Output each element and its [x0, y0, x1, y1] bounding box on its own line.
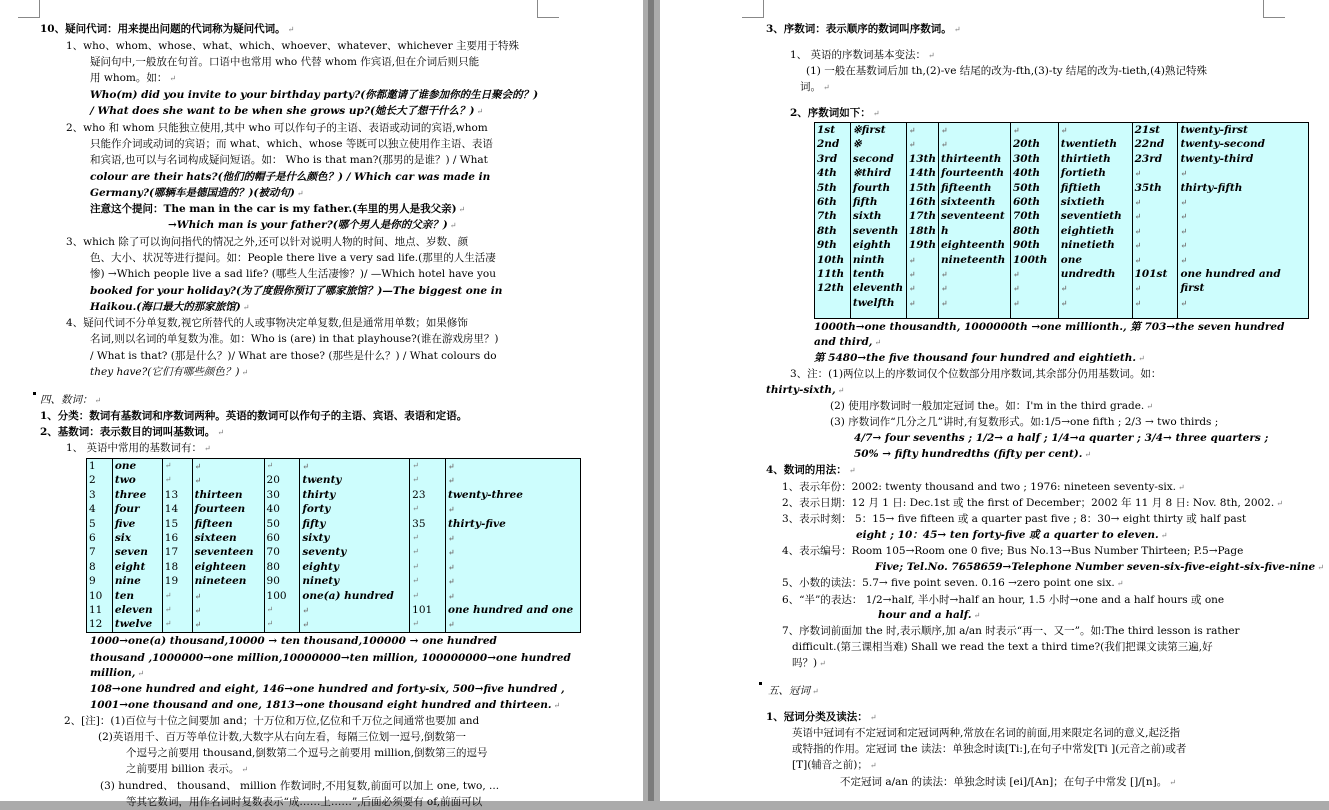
table-cell: ↵ [1060, 297, 1068, 308]
table-cell: 19th [908, 239, 937, 252]
table-cell: ↵ [194, 475, 202, 486]
usage-line: 3、表示时刻： 5：15→ five fifteen 或 a quarter past five ; 8：30→ eight thirty 或 half past [782, 513, 1247, 525]
col-number [410, 459, 446, 633]
table-cell: ↵ [908, 297, 916, 308]
note-line: thirty-sixth, ↵ [766, 384, 845, 396]
cardinal-number-table [86, 458, 581, 633]
para-line: 1、分类：数词有基数词和序数词两种。英语的数词可以作句子的主语、宾语、表语和定语。 [40, 410, 468, 422]
table-cell: 60 [266, 532, 280, 545]
table-cell: fiftieth [1060, 181, 1101, 194]
para-line: 英语中冠词有不定冠词和定冠词两种,常放在名词的前面,用来限定名词的意义,起泛指 [792, 727, 1181, 739]
table-cell: 11 [89, 604, 103, 617]
table-cell: ↵ [302, 605, 310, 616]
left-crop-mark [742, 0, 764, 18]
para-line: [T](辅音之前)； ↵ [792, 759, 877, 771]
subsection-title: 4、数词的用法： ↵ [766, 464, 856, 476]
table-cell: 90th [1012, 239, 1041, 252]
table-cell: eleventh [852, 282, 904, 295]
table-cell: 18 [164, 560, 179, 573]
col-number [815, 123, 851, 319]
table-cell: fourteenth [941, 167, 1005, 180]
col-word [850, 123, 906, 319]
table-cell: 5 [89, 517, 96, 530]
para-line: 或特指的作用。定冠词 the 读法：单独念时读[Ti:],在句子中常发[Ti ](元音之前)或者 [792, 743, 1187, 755]
col-number [87, 459, 113, 633]
table-cell: ※ [852, 138, 862, 151]
table-cell: 23rd [1134, 152, 1163, 165]
table-cell: nine [114, 575, 141, 588]
table-cell: 4 [89, 503, 96, 516]
table-cell: fifty [302, 517, 326, 530]
subsection-title: 1、冠词分类及读法： ↵ [766, 711, 877, 723]
table-cell: 14 [164, 503, 179, 516]
para-line: 惨) →Which people live a sad life? (哪些人生活凄惨？)/ —Which hotel have you [90, 268, 496, 280]
table-cell: seventh [852, 224, 899, 237]
table-cell: undredth [1060, 268, 1116, 281]
table-cell: one hundred and one [448, 604, 574, 617]
example-line: million, ↵ [90, 667, 145, 679]
table-cell: fifth [852, 196, 878, 209]
table-cell: ↵ [1134, 225, 1142, 236]
para-line: 1、 英语中常用的基数词有： ↵ [66, 442, 211, 454]
table-cell: ↵ [1060, 283, 1068, 294]
table-cell: 5th [817, 181, 837, 194]
example-line: →Which man is your father?(哪个男人是你的父亲？) ↵ [168, 219, 457, 231]
table-cell: ↵ [1134, 197, 1142, 208]
table-cell: 40 [266, 503, 280, 516]
table-cell: eleven [114, 604, 153, 617]
para-line: (1) 一般在基数词后加 th,(2)-ve 结尾的改为-fth,(3)-ty 结尾的改为-tieth,(4)熟记特殊 [806, 65, 1207, 77]
note-line: 注意这个提问：The man in the car is my father.(车里的男人是我父亲) ↵ [90, 203, 466, 215]
col-word [446, 459, 581, 633]
para-line: 用 whom。如： ↵ [90, 72, 177, 84]
table-cell: ↵ [1180, 254, 1188, 265]
table-cell: ↵ [1060, 125, 1068, 135]
example-line: 1000th→one thousandth, 1000000th →one millionth., 第 703→the seven hundred [814, 321, 1285, 333]
para-line: 2、who 和 whom 只能独立使用,其中 who 可以作句子的主语、表语或动词的宾语,whom [66, 122, 488, 134]
table-cell: tenth [852, 268, 885, 281]
table-cell: ↵ [1180, 225, 1188, 236]
table-cell: two [114, 474, 136, 487]
table-cell: ↵ [448, 590, 455, 601]
table-cell: fifteen [194, 517, 233, 530]
table-cell: twenty-third [1180, 152, 1254, 165]
table-cell: 35th [1134, 181, 1162, 194]
para-line: they have?(它们有哪些颜色？) ↵ [90, 366, 249, 378]
right-crop-mark [1263, 0, 1285, 18]
table-cell: ↵ [164, 475, 172, 485]
table-cell: ↵ [1134, 283, 1142, 294]
table-cell: thirtieth [1060, 152, 1111, 165]
table-cell: ↵ [266, 461, 274, 470]
table-cell: 90 [266, 575, 280, 588]
usage-line: difficult.(第三课相当难) Shall we read the text a third time?(我们把课文读第三遍,好 [792, 641, 1213, 653]
table-cell: ↵ [1134, 168, 1142, 179]
para-line: 名词,则以名词的单复数为准。如：Who is (are) in that playhouse?(谁在游戏房里？) [90, 333, 499, 345]
example-line: and third, ↵ [814, 336, 882, 348]
table-cell: ↵ [941, 297, 948, 308]
table-cell: h [941, 224, 949, 237]
table-cell: 101 [412, 604, 433, 617]
table-cell: 23 [412, 488, 426, 501]
table-cell: seventy [302, 546, 347, 559]
table-cell: ninth [852, 253, 885, 266]
table-cell: ↵ [194, 461, 202, 471]
table-cell: one [114, 460, 137, 472]
example-line: 第 5480→the five thousand four hundred and eightieth. ↵ [814, 352, 1145, 364]
table-cell: 80th [1012, 224, 1041, 237]
table-cell: 50th [1012, 181, 1041, 194]
col-word [1058, 123, 1132, 319]
table-cell: ↵ [412, 547, 419, 557]
para-line: 2、基数词：表示数目的词叫基数词。 ↵ [40, 426, 225, 438]
table-cell: ↵ [1134, 211, 1142, 222]
table-cell: sixteenth [941, 196, 996, 209]
table-cell: ↵ [908, 283, 916, 294]
table-cell: 3 [89, 488, 96, 501]
section-heading-articles: 五、冠词 ↵ [768, 685, 819, 697]
table-cell: twelve [114, 618, 153, 631]
example-line: thousand ,1000000→one million,10000000→ten million, 100000000→one hundred [90, 652, 571, 664]
table-cell: 18th [908, 224, 937, 237]
table-cell: second [852, 152, 894, 165]
table-cell: ↵ [302, 461, 310, 471]
right-page [660, 0, 1329, 801]
table-cell: 17th [908, 210, 937, 223]
table-cell: ↵ [448, 561, 455, 572]
table-cell: ※third [852, 167, 892, 180]
note-line: 等其它数词，用作名词时复数表示“成……上……”,后面必须要有 of,前面可以 [126, 796, 483, 808]
para-line: 3、which 除了可以询问指代的情况之外,还可以针对说明人物的时间、地点、岁数、颜 [66, 236, 469, 248]
table-cell: 20th [1012, 138, 1041, 151]
note-line: 3、注：(1)两位以上的序数词仅个位数部分用序数词,其余部分仍用基数词。如： [790, 368, 1162, 380]
col-word [192, 459, 264, 633]
para-line: 4、疑问代词不分单复数,视它所替代的人或事物决定单复数,但是通常用单数；如果修饰 [66, 317, 468, 329]
table-cell: ↵ [448, 533, 455, 544]
table-cell: 8th [817, 224, 837, 237]
bullet-mark [33, 392, 36, 395]
table-cell: 50 [266, 517, 280, 530]
table-cell: 16th [908, 196, 937, 209]
usage-line: 4、表示编号：Room 105→Room one 0 five; Bus No.13→Bus Number Thirteen; P.5→Page [782, 545, 1244, 557]
table-cell: 20 [266, 474, 280, 487]
table-cell: eighteen [194, 560, 247, 573]
example-line: 1001→one thousand and one, 1813→one thousand eight hundred and thirteen. ↵ [90, 699, 561, 711]
section-heading-numerals: 四、数词： ↵ [40, 394, 102, 406]
example-line: 1000→one(a) thousand,10000 → ten thousand,100000 → one hundred [90, 635, 497, 647]
table-cell: eight [114, 560, 146, 573]
table-cell: forty [302, 503, 331, 516]
table-cell: fortieth [1060, 167, 1106, 180]
table-cell: 101st [1134, 268, 1168, 281]
table-cell: twenty-first [1180, 124, 1248, 136]
example-line: 108→one hundred and eight, 146→one hundred and forty-six, 500→five hundred , [90, 683, 565, 695]
table-cell: one hundred and [1180, 268, 1281, 281]
col-word [300, 459, 410, 633]
example-line: colour are their hats?(他们的帽子是什么颜色？) / Which car was made in [90, 171, 491, 183]
table-cell: ↵ [448, 619, 455, 630]
table-cell: 16 [164, 532, 179, 545]
table-cell: 7 [89, 546, 96, 559]
left-crop-mark [18, 0, 40, 18]
table-cell: ↵ [908, 139, 916, 150]
table-cell: 2 [89, 474, 96, 487]
example-line: Germany?(哪辆车是德国造的？)(被动句) ↵ [90, 187, 304, 199]
para-line: 2、序数词如下： ↵ [790, 107, 880, 119]
table-cell: ↵ [1012, 125, 1020, 135]
table-cell: sixth [852, 210, 882, 223]
view-separator [648, 0, 654, 801]
col-word [1178, 123, 1309, 319]
table-cell: ↵ [412, 533, 419, 543]
para-line: 不定冠词 a/an 的读法：单独念时读 [ei]/[An]；在句子中常发 []/[n]。 ↵ [840, 776, 1176, 788]
table-cell: ↵ [194, 605, 202, 616]
note-line: 4/7→ four sevenths ; 1/2→ a half ; 1/4→a quarter ; 3/4→ three quarters ; [854, 432, 1269, 444]
table-cell: ↵ [448, 576, 455, 587]
usage-line: eight ; 10：45→ ten forty-five 或 a quarter to eleven. ↵ [856, 529, 1168, 541]
para-line: 和宾语,也可以与名词构成疑问短语。如： Who is that man?(那男的是谁？) / What [90, 154, 488, 166]
table-cell: ↵ [302, 619, 310, 630]
table-cell: ninety [302, 575, 340, 588]
table-cell: ↵ [908, 254, 916, 265]
table-cell: 6th [817, 196, 837, 209]
note-line: 50% → fifty hundredths (fifty per cent). ↵ [854, 448, 1092, 460]
table-cell: one(a) hundred [302, 589, 394, 602]
note-line: (2)英语用千、百万等单位计数,大数字从右向左看，每隔三位划一逗号,倒数第一 [98, 731, 467, 743]
col-word [112, 459, 162, 633]
table-cell: ↵ [164, 619, 172, 629]
table-cell: 13th [908, 152, 937, 165]
section-title-interrogative-pronoun: 10、疑问代词：用来提出问题的代词称为疑问代词。 ↵ [40, 23, 295, 35]
usage-line: 6、“半”的表达： 1/2→half, 半小时→half an hour, 1.5 小时→one and a half hours 或 one [782, 594, 1225, 606]
table-cell: twenty [302, 474, 342, 487]
note-line: (2) 使用序数词时一般加定冠词 the。如：I'm in the third grade. ↵ [830, 400, 1153, 412]
table-cell: ten [114, 589, 135, 602]
table-cell: seventieth [1060, 210, 1122, 223]
table-cell: ↵ [194, 619, 202, 630]
table-cell: twenty-second [1180, 138, 1265, 151]
table-cell: sixtieth [1060, 196, 1105, 209]
table-cell: ↵ [448, 475, 455, 486]
para-line: 1、who、whom、whose、what、which、whoever、whatever、whichever 主要用于特殊 [66, 40, 519, 52]
table-cell: ↵ [1134, 254, 1142, 265]
col-word [939, 123, 1011, 319]
ordinal-number-table [814, 122, 1309, 319]
table-cell: ↵ [164, 461, 172, 470]
note-line: (3) 序数词作“几分之几”讲时,有复数形式。如:1/5→one fifth ; 2/3 → two thirds ; [830, 416, 1219, 428]
table-cell: seventeen [194, 546, 254, 559]
table-cell: eighteenth [941, 239, 1005, 252]
col-number [1132, 123, 1178, 319]
table-cell: 15 [164, 517, 179, 530]
table-cell: 15th [908, 181, 937, 194]
table-cell: eighty [302, 560, 339, 573]
table-cell: 9th [817, 239, 837, 252]
para-line: 词。 ↵ [800, 81, 830, 93]
note-line: 个逗号之前要用 thousand,倒数第二个逗号之前要用 million,倒数第三的逗号 [126, 747, 488, 759]
para-line: 只能作介词或动词的宾语；而 what、which、whose 等既可以独立使用作主语、表语 [90, 138, 493, 150]
table-cell: ↵ [266, 619, 274, 629]
usage-line: hour and a half. ↵ [878, 609, 981, 621]
table-cell: ↵ [908, 269, 916, 280]
left-page [0, 0, 643, 808]
bullet-mark [759, 682, 762, 685]
table-cell: ↵ [412, 561, 419, 571]
para-line: 色、大小、状况等进行提问。如：People there live a very sad life.(那里的人生活凄 [90, 252, 496, 264]
table-cell: ↵ [194, 590, 202, 601]
table-cell: ↵ [1012, 297, 1020, 308]
para-line: 1、 英语的序数词基本变法： ↵ [790, 49, 935, 61]
note-line: (3) hundred、 thousand、 million 作数词时,不用复数,前面可以加上 one, two, ... [100, 780, 500, 792]
usage-line: Five; Tel.No. 7658659→Telephone Number seven-six-five-eight-six-five-nine ↵ [875, 561, 1324, 573]
table-cell: ↵ [908, 125, 916, 135]
usage-line: 2、表示日期：12 月 1 日: Dec.1st 或 the first of December；2002 年 11 月 8 日: Nov. 8th, 2002. ↵ [782, 497, 1283, 509]
table-cell: 13 [164, 488, 179, 501]
table-cell: 1 [89, 460, 96, 472]
col-number [162, 459, 192, 633]
table-cell: 3rd [817, 152, 838, 165]
table-cell: thirty [302, 488, 336, 501]
table-cell: 60th [1012, 196, 1041, 209]
table-cell: 1st [817, 124, 836, 136]
table-cell: ↵ [412, 504, 419, 514]
table-cell: 19 [164, 575, 179, 588]
table-cell: 70th [1012, 210, 1041, 223]
table-cell: 4th [817, 167, 837, 180]
example-line: / What does she want to be when she grows up?(她长大了想干什么？) ↵ [90, 105, 484, 117]
table-cell: 22nd [1134, 138, 1165, 151]
table-cell: twenty-three [448, 488, 523, 501]
example-line: booked for your holiday?(为了度假你预订了哪家旅馆？)—The biggest one in [90, 285, 503, 297]
table-cell: ↵ [941, 125, 948, 135]
table-cell: 21st [1134, 124, 1160, 136]
page-gap [643, 0, 660, 801]
table-cell: thirty-five [448, 517, 506, 530]
col-number [1010, 123, 1058, 319]
table-cell: eightieth [1060, 224, 1115, 237]
table-cell: 12 [89, 618, 103, 631]
table-cell: ↵ [1180, 197, 1188, 208]
table-cell: five [114, 517, 136, 530]
table-cell: 8 [89, 560, 96, 573]
table-cell: 9 [89, 575, 96, 588]
table-cell: ↵ [1180, 211, 1188, 222]
section-title-ordinal: 3、序数词：表示顺序的数词叫序数词。 ↵ [766, 23, 961, 35]
table-cell: ↵ [1180, 168, 1188, 179]
table-cell: 30th [1012, 152, 1041, 165]
table-cell: eighth [852, 239, 892, 252]
table-cell: ↵ [412, 590, 419, 600]
table-cell: sixteen [194, 532, 237, 545]
table-cell: seventeent [941, 210, 1005, 223]
table-cell: fourteen [194, 503, 246, 516]
table-cell: ↵ [941, 269, 948, 280]
table-cell: 10 [89, 589, 103, 602]
para-line: / What is that? (那是什么？)/ What are those? (那些是什么？) / What colours do [90, 350, 497, 362]
table-cell: 17 [164, 546, 179, 559]
usage-line: 1、表示年份：2002: twenty thousand and two ; 1976: nineteen seventy-six. ↵ [782, 481, 1185, 493]
table-cell: 2nd [817, 138, 840, 151]
table-cell: thirteenth [941, 152, 1002, 165]
table-cell: thirty-fifth [1180, 181, 1243, 194]
table-cell: ↵ [412, 576, 419, 586]
table-cell: twentieth [1060, 138, 1117, 151]
table-cell: six [114, 532, 132, 545]
table-cell: fourth [852, 181, 891, 194]
table-cell: 10th [817, 253, 845, 266]
table-cell: ↵ [1134, 297, 1142, 308]
table-cell: ↵ [941, 139, 948, 150]
table-cell: ↵ [412, 475, 419, 485]
example-line: Who(m) did you invite to your birthday party?(你都邀请了谁参加你的生日聚会的？) [90, 89, 539, 101]
table-cell: seven [114, 546, 148, 559]
table-cell: ↵ [164, 605, 172, 615]
table-cell: ↵ [448, 547, 455, 558]
table-cell: 14th [908, 167, 937, 180]
table-cell: ↵ [164, 590, 172, 600]
col-number [906, 123, 938, 319]
note-line: 之前要用 billion 表示。 ↵ [126, 763, 249, 775]
usage-line: 7、序数词前面加 the 时,表示顺序,加 a/an 时表示“再一、又一”。如:The third lesson is rather [782, 625, 1240, 637]
right-crop-mark [537, 0, 559, 18]
table-cell: 35 [412, 517, 426, 530]
col-number [264, 459, 300, 633]
table-cell: ↵ [1134, 240, 1142, 251]
table-cell: 100th [1012, 253, 1048, 266]
table-cell: ↵ [412, 461, 419, 470]
table-cell: ↵ [1180, 240, 1188, 251]
usage-line: 5、小数的读法：5.7→ five point seven. 0.16 →zero point one six. ↵ [782, 577, 1124, 589]
table-cell: ※first [852, 124, 886, 136]
table-cell: ↵ [1012, 269, 1020, 280]
table-cell: ↵ [941, 283, 948, 294]
table-cell: 70 [266, 546, 280, 559]
table-cell: twelfth [852, 296, 895, 309]
table-cell: 12th [817, 282, 845, 295]
table-cell: four [114, 503, 140, 516]
table-cell: nineteen [194, 575, 247, 588]
table-cell: ↵ [448, 504, 455, 515]
table-cell: thirteen [194, 488, 243, 501]
table-cell: ↵ [266, 605, 274, 615]
table-cell: first [1180, 282, 1205, 295]
table-cell: 30 [266, 488, 280, 501]
table-cell: 6 [89, 532, 96, 545]
para-line: 疑问句中,一般放在句首。口语中也常用 who 代替 whom 作宾语,但在介词后则只能 [90, 56, 480, 68]
table-cell: 40th [1012, 167, 1041, 180]
table-cell: ↵ [1180, 297, 1188, 308]
table-cell: 11th [817, 268, 845, 281]
example-line: Haikou.(海口最大的那家旅馆) ↵ [90, 301, 250, 313]
usage-line: 吗？) ↵ [792, 657, 826, 669]
table-cell: ↵ [448, 461, 455, 471]
table-cell: ↵ [1012, 283, 1020, 294]
table-cell: nineteenth [941, 253, 1006, 266]
table-cell: sixty [302, 532, 330, 545]
table-cell: 7th [817, 210, 837, 223]
table-cell: 100 [266, 589, 287, 602]
table-cell: 80 [266, 560, 280, 573]
table-cell: one [1060, 253, 1083, 266]
note-line: 2、[注]：(1)百位与十位之间要加 and；十万位和万位,亿位和千万位之间通常也要加 and [64, 715, 480, 727]
table-cell: three [114, 488, 147, 501]
table-cell: ↵ [412, 619, 419, 629]
table-cell: fifteenth [941, 181, 992, 194]
table-cell: ninetieth [1060, 239, 1115, 252]
